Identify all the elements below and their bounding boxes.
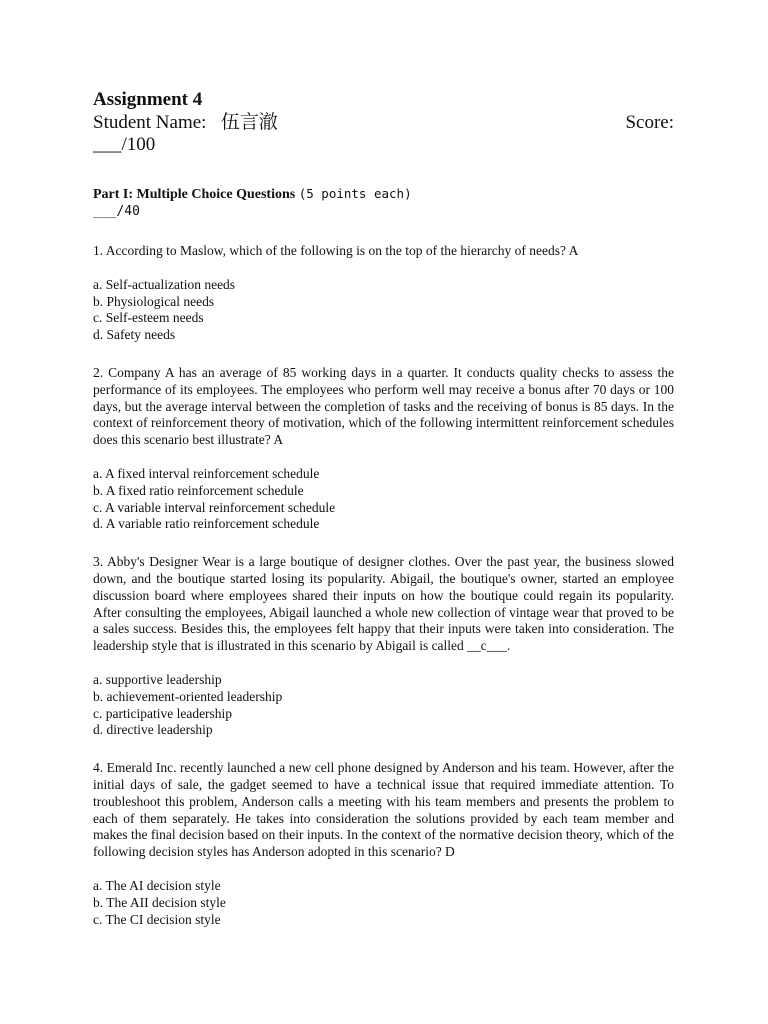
- question-3: [93, 554, 674, 739]
- question-2-options: [93, 466, 674, 533]
- part1-heading: [93, 185, 674, 203]
- score-label: Score:: [625, 112, 674, 133]
- question-4: [93, 760, 674, 928]
- question-2-text: 2. Company A has an average of 85 working days in a quarter. It conducts quality checks to assess the performance of its employees. The employees who perform well may receive a bonus after 70 days or 100 days, but the average interval between the completion of tasks and the receiving of bonus is 85 days. In the context of reinforcement theory of motivation, which of the following intermittent reinforcement schedules does this scenario best illustrate? A: [93, 364, 674, 448]
- question-4-option-a: a. The AI decision style: [93, 877, 221, 893]
- question-3-text: 3. Abby's Designer Wear is a large boutique of designer clothes. Over the past year, the business slowed down, and the boutique started losing its popularity. Abigail, the boutique's owner, started an employee discussion board where employees shared their inputs on how the boutique could regain its popularity. After consulting the employees, Abigail launched a whole new collection of vintage wear that proved to be a sales success. Besides this, the employees felt happy that their inputs were taken into consideration. The leadership style that is illustrated in this scenario by Abigail is called __c___.: [93, 554, 674, 654]
- student-name-label: Student Name:: [93, 112, 221, 133]
- question-4-option-b: b. The AII decision style: [93, 894, 226, 910]
- part1-heading-text: Part I: Multiple Choice Questions: [93, 187, 299, 202]
- student-name-value: 伍言澈: [220, 112, 278, 133]
- part1-score: ___/40: [93, 204, 140, 219]
- question-2-option-c: c. A variable interval reinforcement schedule: [93, 499, 336, 515]
- question-4-text: 4. Emerald Inc. recently launched a new cell phone designed by Anderson and his team. However, after the initial days of sale, the gadget seemed to have a technical issue that required immediate attention. To troubleshoot this problem, Anderson calls a meeting with his team members and presents the problem to each of them separately. He takes into consideration the solutions provided by each team member and makes the final decision based on their inputs. In the context of the normative decision theory, which of the following decision styles has Anderson adopted in this scenario? D: [93, 760, 674, 860]
- question-3-option-c: c. participative leadership: [93, 705, 233, 721]
- question-1-options: [93, 277, 674, 344]
- assignment-title: Assignment 4: [93, 89, 203, 110]
- question-1-option-d: d. Safety needs: [93, 327, 176, 343]
- question-1-option-c: c. Self-esteem needs: [93, 310, 204, 326]
- score-total: ___/100: [93, 134, 156, 155]
- question-3-option-a: a. supportive leadership: [93, 671, 222, 687]
- question-1-option-b: b. Physiological needs: [93, 293, 215, 309]
- question-1: [93, 243, 674, 344]
- question-2-option-b: b. A fixed ratio reinforcement schedule: [93, 482, 304, 498]
- question-4-options: [93, 878, 674, 928]
- question-2-option-d: d. A variable ratio reinforcement schedule: [93, 516, 320, 532]
- student-row: [93, 112, 674, 134]
- question-3-options: [93, 672, 674, 739]
- question-2-option-a: a. A fixed interval reinforcement schedule: [93, 465, 320, 481]
- question-1-text: 1. According to Maslow, which of the following is on the top of the hierarchy of needs? A: [93, 243, 579, 258]
- question-4-option-c: c. The CI decision style: [93, 911, 221, 927]
- question-3-option-b: b. achievement-oriented leadership: [93, 688, 283, 704]
- question-2: [93, 365, 674, 533]
- part1-heading-points: (5 points each): [298, 186, 412, 201]
- student-name-field: [93, 112, 278, 134]
- question-3-option-d: d. directive leadership: [93, 722, 213, 738]
- question-1-option-a: a. Self-actualization needs: [93, 276, 236, 292]
